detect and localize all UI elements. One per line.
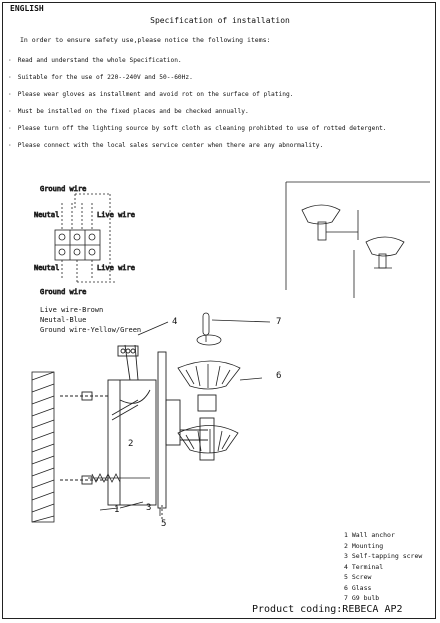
- product-coding: Product coding:REBECA AP2: [252, 604, 403, 615]
- callout-2: 2: [128, 439, 134, 449]
- ground-wire-label-bottom: Ground wire: [40, 288, 87, 296]
- callout-7: 7: [276, 317, 282, 327]
- callout-1: 1: [114, 505, 120, 515]
- callout-5: 5: [161, 519, 167, 529]
- ground-wire-label-top: Ground wire: [40, 185, 87, 193]
- legend-item: 2 Mounting: [344, 541, 384, 550]
- live-wire-label-bottom: Live wire: [97, 264, 135, 272]
- list-item: · Read and understand the whole Specification.: [8, 52, 387, 69]
- wire-color-ground: Ground wire-Yellow/Green: [40, 326, 142, 334]
- callout-6: 6: [276, 371, 282, 381]
- list-item: · Please wear gloves as installment and avoid rot on the surface of plating.: [8, 86, 387, 103]
- list-item: · Please turn off the lighting source by soft cloth as cleaning prohibted to use of rotted detergent.: [8, 120, 387, 137]
- page-title: Specification of installation: [150, 16, 290, 25]
- callout-3: 3: [146, 503, 152, 513]
- list-item: · Must be installed on the fixed places and be checked annually.: [8, 103, 387, 120]
- live-wire-label-top: Live wire: [97, 211, 135, 219]
- wire-color-neutral: Neutal-Blue: [40, 316, 87, 324]
- list-item: · Please connect with the local sales service center when there are any abnormality.: [8, 137, 387, 154]
- legend-item: 4 Terminal: [344, 562, 384, 571]
- legend-item: 6 Glass: [344, 583, 372, 592]
- language-label: ENGLISH: [10, 4, 44, 13]
- wire-color-live: Live wire-Brown: [40, 306, 104, 314]
- list-item: · Suitable for the use of 220--240V and 50--60Hz.: [8, 69, 387, 86]
- wall-hatch: [32, 372, 54, 522]
- callout-4: 4: [172, 317, 178, 327]
- neutal-label-bottom: Neutal: [34, 264, 60, 272]
- legend-item: 5 Screw: [344, 573, 372, 581]
- parts-legend: [344, 530, 422, 604]
- neutal-label-top: Neutal: [34, 211, 60, 219]
- legend-item: 3 Self-tapping screw: [344, 552, 423, 560]
- legend-item: 1 Wall anchor: [344, 531, 395, 539]
- glass-shade-upper: [178, 335, 240, 389]
- reference-view: [286, 182, 430, 298]
- wiring-diagram: [34, 185, 135, 296]
- g9-bulb-drawing: [203, 313, 270, 380]
- legend-item: 7 G9 bulb: [344, 594, 380, 602]
- intro-text: In order to ensure safety use,please notice the following items:: [20, 36, 271, 44]
